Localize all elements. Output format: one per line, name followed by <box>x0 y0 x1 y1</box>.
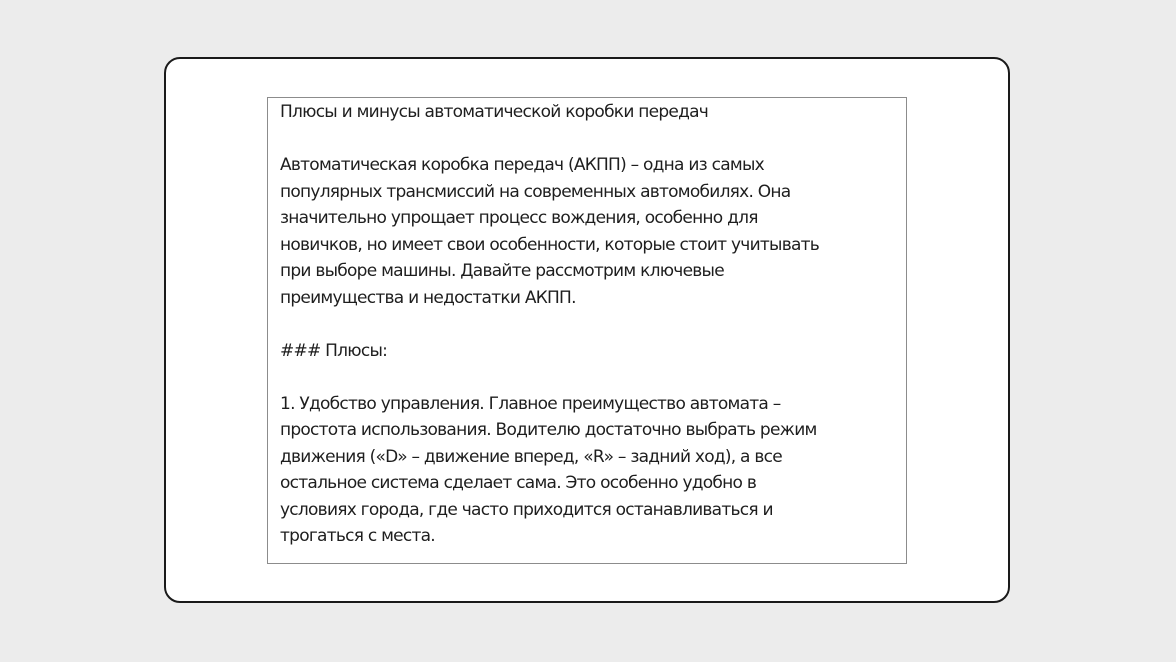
intro-line: популярных трансмиссий на современных автомобилях. Она <box>280 181 791 202</box>
blank-line <box>280 311 906 338</box>
document-title: Плюсы и минусы автоматической коробки передач <box>280 102 709 122</box>
intro-line: значительно упрощает процесс вождения, особенно для <box>280 208 758 228</box>
list-item-line: 1. Удобство управления. Главное преимущество автомата – <box>280 393 781 414</box>
intro-line: Автоматическая коробка передач (АКПП) – одна из самых <box>280 155 764 175</box>
list-item-line: движения («D» – движение вперед, «R» – задний ход), а все <box>280 446 782 467</box>
intro-paragraph <box>280 152 906 311</box>
intro-line: преимущества и недостатки АКПП. <box>280 287 576 308</box>
intro-line: при выборе машины. Давайте рассмотрим ключевые <box>280 261 724 281</box>
section-heading: ### Плюсы: <box>280 340 388 361</box>
list-item-line: трогаться с места. <box>280 526 435 546</box>
list-item-line: простота использования. Водителю достаточно выбрать режим <box>280 420 817 440</box>
intro-line: новичков, но имеет свои особенности, которые стоит учитывать <box>280 234 820 255</box>
list-item-line: остальное система сделает сама. Это особенно удобно в <box>280 473 757 493</box>
text-document <box>267 97 907 564</box>
list-item-line: условиях города, где часто приходится останавливаться и <box>280 499 773 520</box>
list-item <box>280 391 906 550</box>
blank-line <box>280 126 906 153</box>
blank-line <box>280 364 906 391</box>
